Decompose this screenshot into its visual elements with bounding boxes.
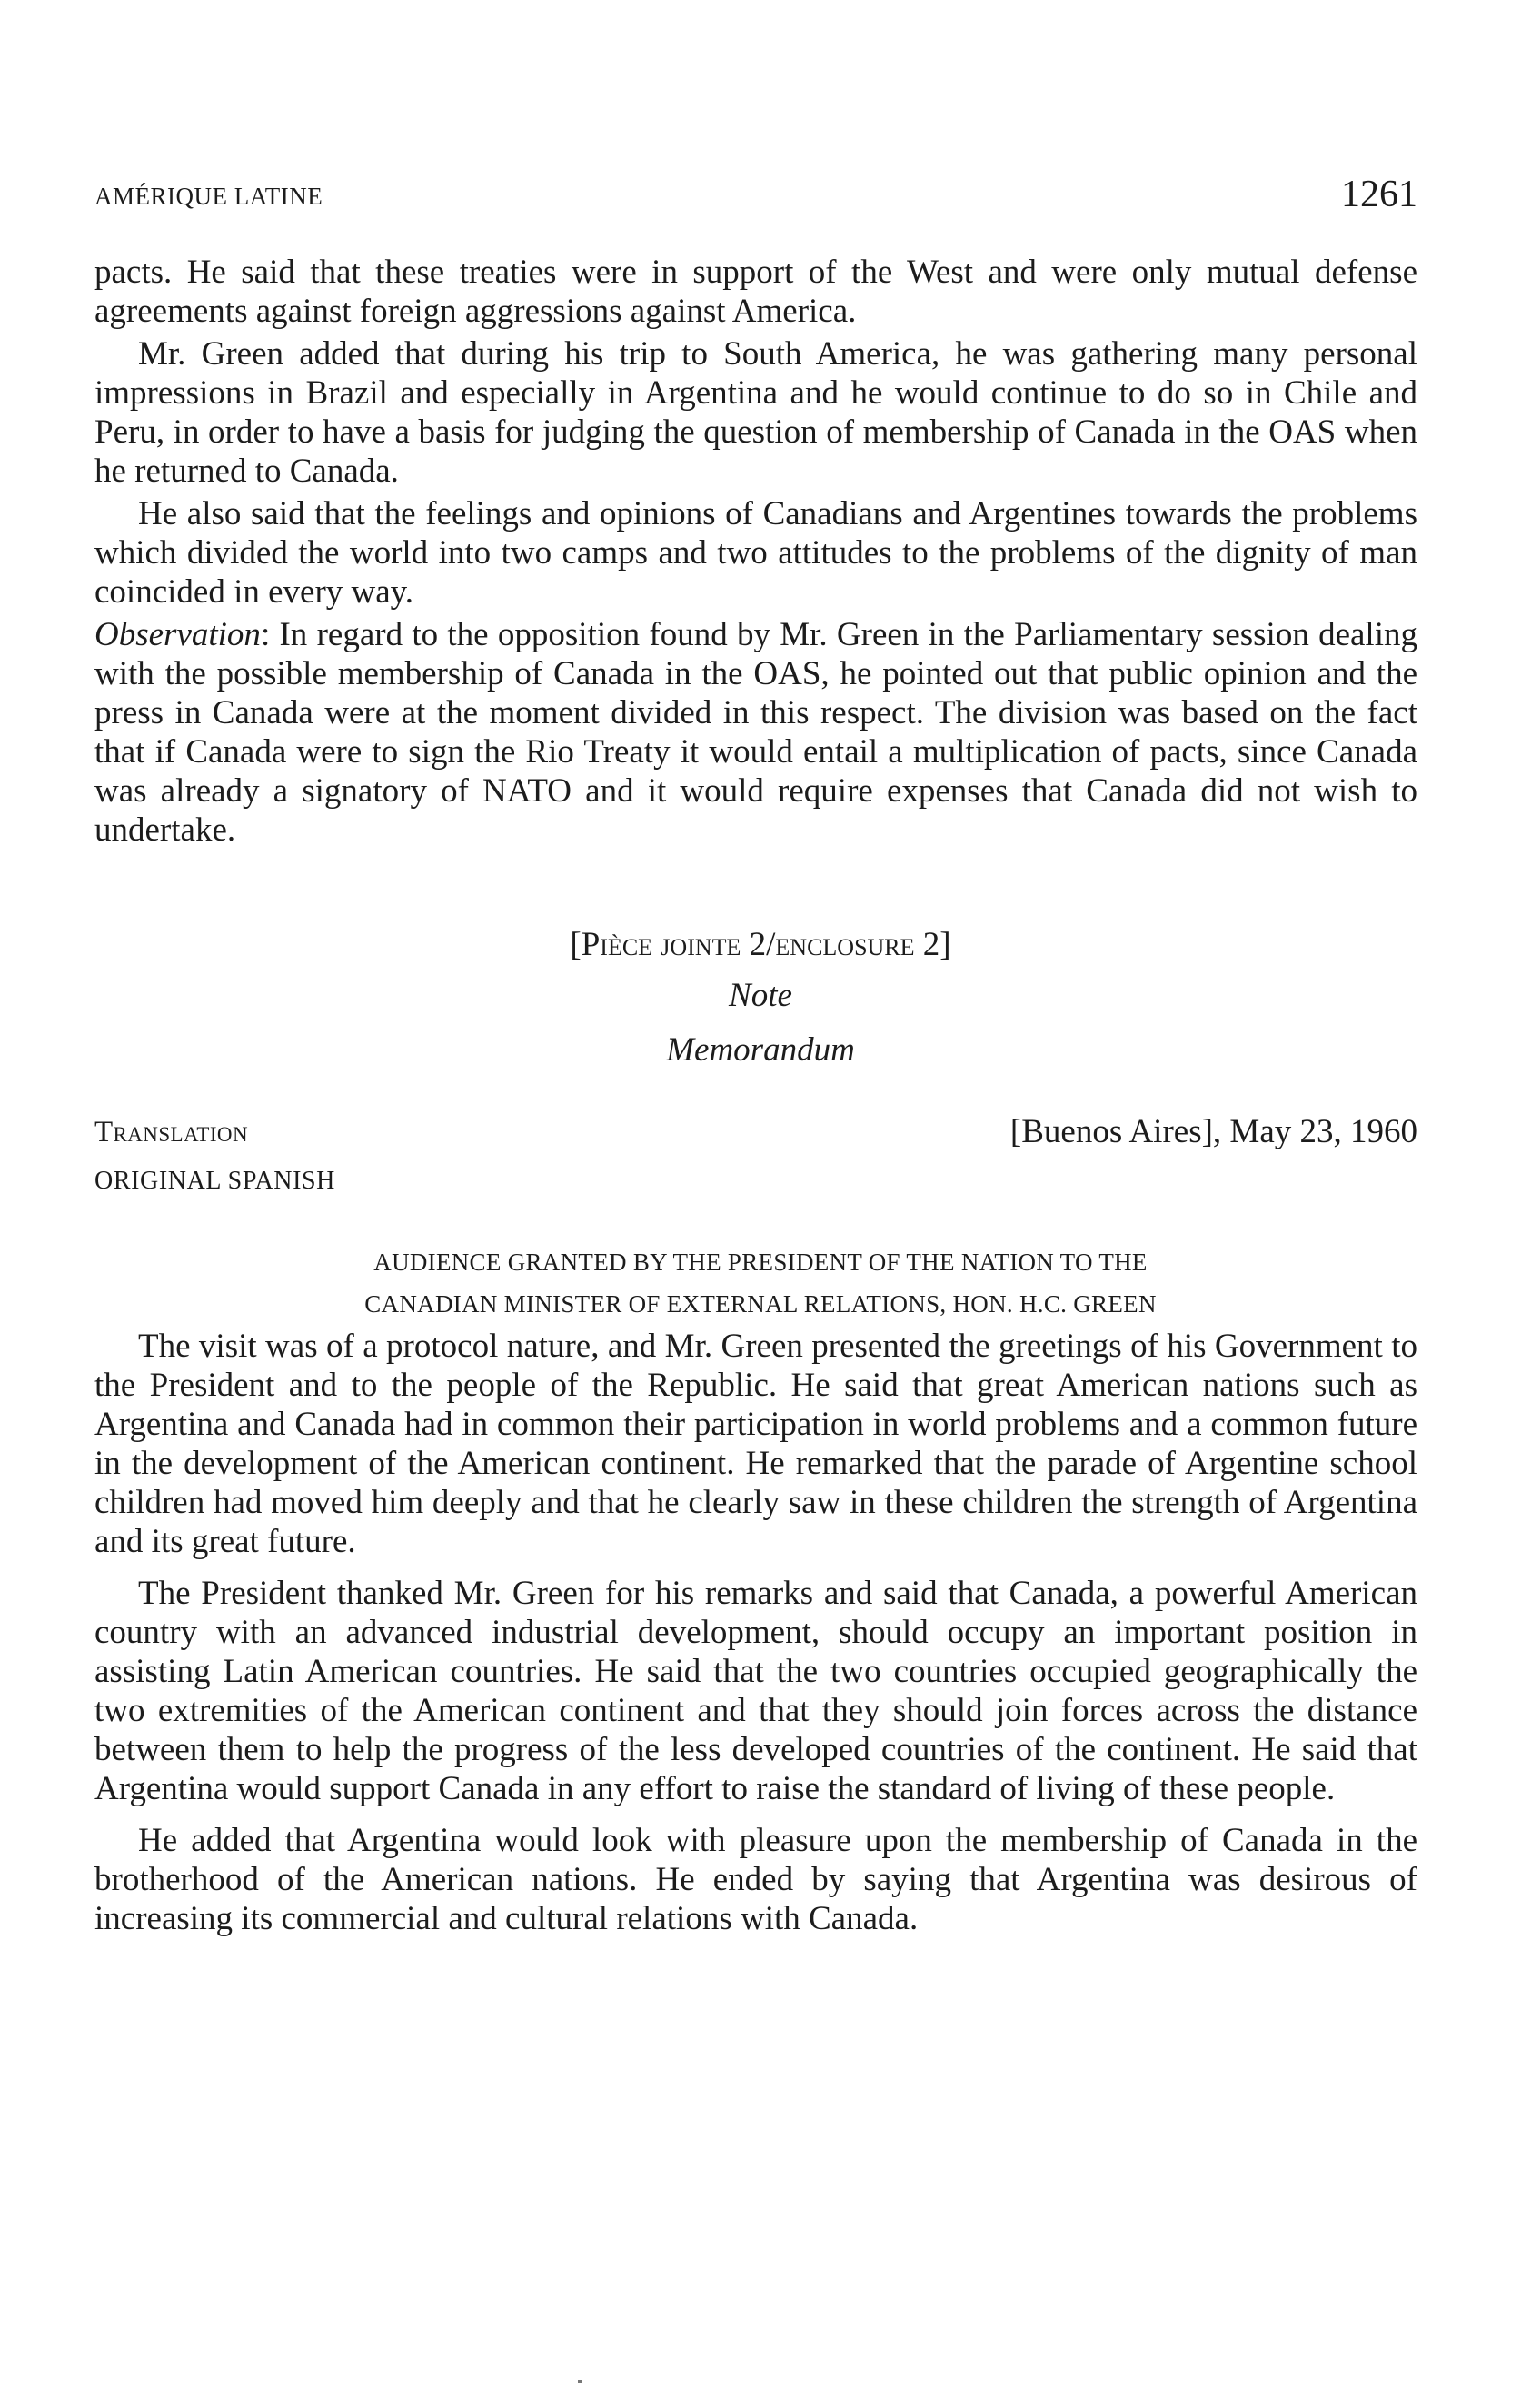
section-1-text (94, 253, 1417, 850)
enclosure-memorandum-title: Memorandum (666, 1031, 855, 1069)
enclosure-label-suffix: 2] (914, 926, 951, 963)
memo-heading-line-2: CANADIAN MINISTER OF EXTERNAL RELATIONS, HON. H.C. GREEN (364, 1290, 1157, 1318)
enclosure-label (0, 925, 1521, 964)
original-language-label: ORIGINAL SPANISH (94, 1167, 336, 1195)
observation-text: : In regard to the opposition found by Mr. Green in the Parliamentary session dealing with the possible membership of Canada in the OAS, he pointed out that public opinion and the press in Canada were at the moment divided in this respect. The division was based on the fact that if Canada were to sign the Rio Treaty it would entail a multiplication of pacts, since Canada was already a signatory of NATO and it would require expenses that Canada did not wish to undertake. (94, 616, 1417, 849)
memo-heading-line-1: AUDIENCE GRANTED BY THE PRESIDENT OF THE NATION TO THE (373, 1249, 1148, 1276)
paragraph-feelings-opinions: He also said that the feelings and opinions of Canadians and Argentines towards the problems which divided the world into two camps and two attitudes to the problems of the dignity of man coincided in every way. (94, 495, 1417, 611)
paragraph-argentina-pleasure: He added that Argentina would look with pleasure upon the membership of Canada in the brotherhood of the American nations. He ended by saying that Argentina was desirous of increasing its commercial and cultural relations with Canada. (94, 1822, 1417, 1937)
enclosure-label-prefix: [P (570, 926, 601, 963)
enclosure-label-main: ièce jointe 2/enclosure (600, 926, 915, 963)
page-number: 1261 (1341, 174, 1417, 215)
page-header (94, 162, 1417, 216)
paragraph-green-trip: Mr. Green added that during his trip to South America, he was gathering many personal impressions in Brazil and especially in Argentina and he would continue to do so in Chile and Peru, in order to have a basis for judging the question of membership of Canada in the OAS when he returned to Canada. (94, 335, 1417, 490)
enclosure-note-title: Note (729, 977, 792, 1014)
observation-label: Observation (94, 616, 261, 653)
document-date: [Buenos Aires], May 23, 1960 (1009, 1113, 1417, 1150)
stray-ink-mark (578, 2380, 582, 2383)
section-2-text (94, 1327, 1417, 1938)
running-head: AMÉRIQUE LATINE (94, 183, 323, 210)
paragraph-continuation: pacts. He said that these treaties were in support of the West and were only mutual defense agreements against foreign aggressions against America. (94, 254, 1417, 330)
paragraph-president-thanks: The President thanked Mr. Green for his remarks and said that Canada, a powerful American country with an advanced industrial development, should occupy an important position in assisting Latin American countries. He said that the two countries occupied geographically the two extremities of the American continent and that they should join forces across the distance between them to help the progress of the less developed countries of the continent. He said that Argentina would support Canada in any effort to raise the standard of living of these people. (94, 1575, 1417, 1807)
paragraph-observation (94, 615, 1417, 850)
paragraph-protocol-visit: The visit was of a protocol nature, and Mr. Green presented the greetings of his Government to the President and to the people of the Republic. He said that great American nations such as Argentina and Canada had in common their participation in world problems and a common future in the development of the American continent. He remarked that the parade of Argentine school children had moved him deeply and that he clearly saw in these children the strength of Argentina and its great future. (94, 1328, 1417, 1560)
translation-label: Translation (94, 1116, 248, 1149)
